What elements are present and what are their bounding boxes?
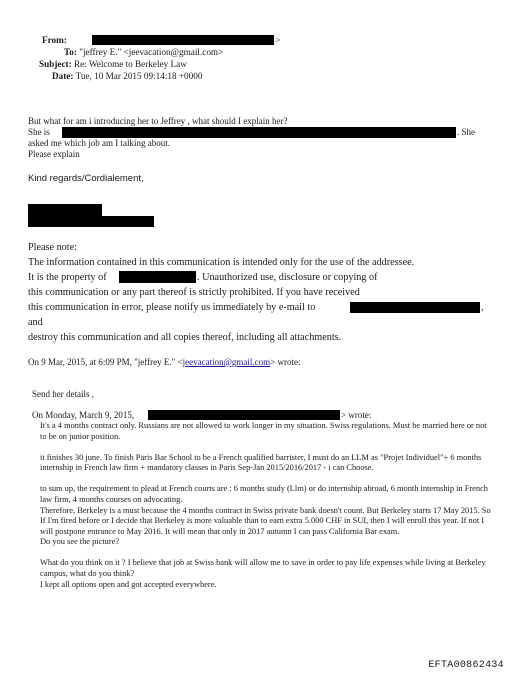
reply-line-4: Please explain (28, 149, 80, 159)
disclaimer-line-2-suffix: . Unauthorized use, disclosure or copying of (197, 272, 378, 283)
subject-label: Subject: (39, 59, 72, 69)
quote-1-suffix: > wrote: (270, 357, 301, 367)
redaction-signature-1 (28, 204, 102, 216)
quote-1-prefix: On 9 Mar, 2015, at 6:09 PM, "jeffrey E." < (28, 357, 183, 367)
disclaimer-line-1: The information contained in this communication is intended only for the use of the addressee. (28, 257, 415, 268)
reply-line-3: asked me which job am I talking about. (28, 138, 170, 148)
quote-2-prefix: On Monday, March 9, 2015, (32, 410, 135, 420)
disclaimer-line-4-suffix: , (481, 302, 484, 313)
quote-2-para-4b: I kept all options open and got accepted everywhere. (40, 579, 217, 589)
quote-1-email-link[interactable]: jeevacation@gmail.com (182, 357, 271, 367)
reply-line-2-suffix: . She (457, 127, 475, 137)
redaction-signature-2 (28, 216, 154, 227)
redaction-she-is (62, 127, 456, 138)
quote-2-para-1: It's a 4 months contract only. Russians are not allowed to work longer in my situation. Swiss regulations. Must be married here or not to be on junior position. (40, 421, 487, 441)
redaction-quote-2-sender (148, 410, 340, 420)
from-label: From: (42, 35, 67, 45)
from-suffix: > (275, 35, 281, 45)
disclaimer-line-5: and (28, 317, 43, 328)
disclaimer-line-2-prefix: It is the property of (28, 272, 107, 283)
quote-2-para-3a: to sum up, the requirement to plead at French courts are : 6 months study (Llm) or do internship abroad, 6 month internship in French law firm, 4 months courses on advocating. (40, 484, 488, 504)
disclaimer-heading: Please note: (28, 242, 77, 253)
disclaimer-line-3: this communication or any part thereof is strictly prohibited. If you have received (28, 287, 360, 298)
header-date (52, 70, 202, 82)
redaction-email (350, 302, 480, 313)
header-subject (39, 58, 187, 70)
redaction-property-of (119, 271, 196, 283)
quote-2-para-3b: Therefore, Berkeley is a must because the 4 months contract in Swiss private bank doesn't count. But Berkeley starts 17 May 2015. So If I'm fired before or I decide that Berkeley is more valuable than to earn extra 5.000 CHF in SUI, then I will enroll this year. If not I will postpone entrance to May 2016. It will mean that only in 2017 autumn I can pass California Bar exam. (40, 505, 491, 536)
header-from (42, 34, 67, 46)
header-to (64, 46, 223, 58)
document-id: EFTA00862434 (428, 660, 504, 671)
quote-1-attribution (28, 357, 300, 368)
closing-signoff: Kind regards/Cordialement, (28, 173, 144, 184)
quote-2-suffix: > wrote: (341, 410, 372, 420)
reply-line-1: But what for am i introducing her to Jeffrey , what should I explain her? (28, 116, 288, 126)
quote-1-message: Send her details , (32, 389, 94, 399)
quote-2-para-2: it finishes 30 june. To finish Paris Bar School to be a French qualified barrister, I must do an LLM as "Projet Individuel"+ 6 months internship in French law firm + mandatory classes in Paris Sep-Jan 2015/2016/2017 - i can Choose. (40, 452, 482, 473)
to-label: To: (64, 47, 77, 57)
disclaimer-line-6: destroy this communication and all copies thereof, including all attachments. (28, 332, 342, 343)
to-value: "jeffrey E." <jeevacation@gmail.com> (79, 47, 224, 57)
reply-line-2-prefix: She is (28, 127, 50, 137)
subject-value: Re: Welcome to Berkeley Law (73, 59, 187, 69)
quote-2-para-3c: Do you see the picture? (40, 537, 120, 547)
redaction-from (92, 35, 274, 45)
disclaimer-line-4-prefix: this communication in error, please notify us immediately by e-mail to (28, 302, 316, 313)
date-value: Tue, 10 Mar 2015 09:14:18 +0000 (75, 71, 203, 81)
date-label: Date: (52, 71, 74, 81)
quote-2-para-4a: What do you think on it ? I believe that job at Swiss bank will allow me to save in order to pay life expenses while living at Berkeley campus, what do you think? (40, 558, 486, 579)
quote-2-body (40, 421, 492, 590)
